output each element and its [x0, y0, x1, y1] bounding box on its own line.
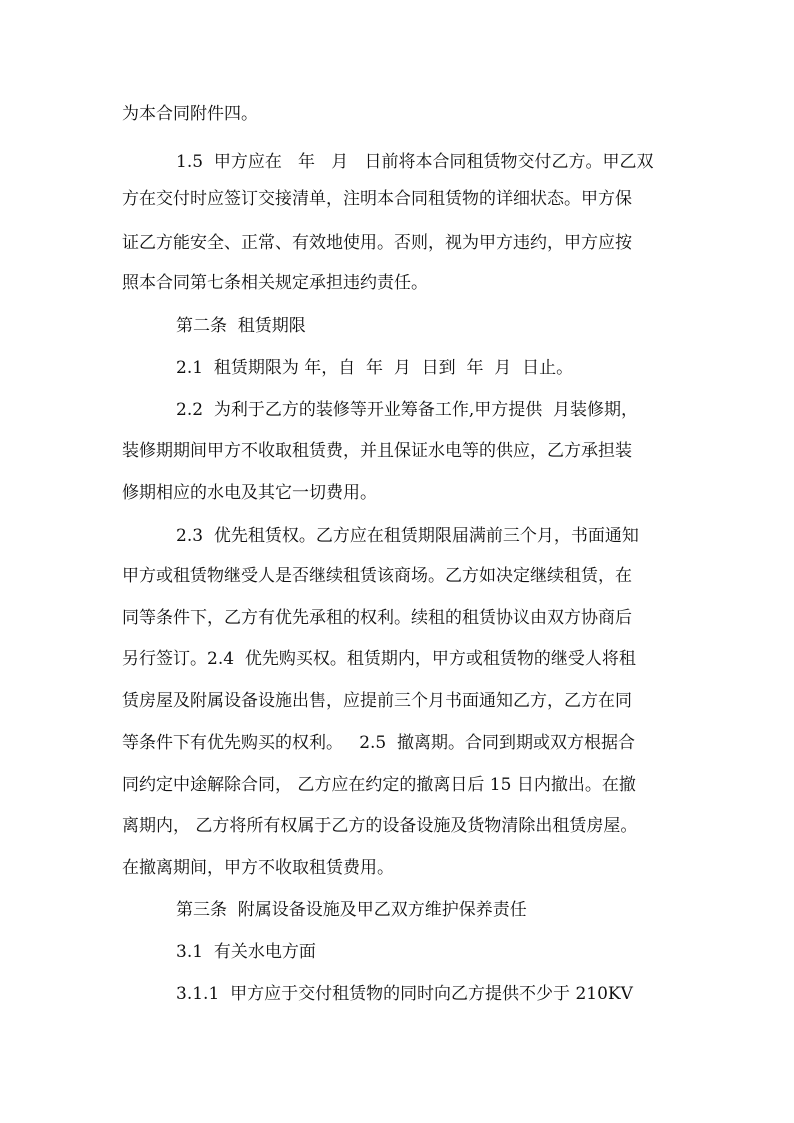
text-line: 同约定中途解除合同， 乙方应在约定的撤离日后 15 日内撤出。在撤 [122, 775, 636, 795]
text-line: 甲方或租赁物继受人是否继续租赁该商场。乙方如决定继续租赁，在 [122, 566, 632, 586]
text-line: 另行签订。2.4 优先购买权。租赁期内，甲方或租赁物的继受人将租 [122, 649, 636, 669]
text-line: 3.1.1 甲方应于交付租赁物的同时向乙方提供不少于 210KV [176, 984, 633, 1004]
text-line: 证乙方能安全、正常、有效地使用。否则，视为甲方违约，甲方应按 [122, 233, 632, 253]
text-line: 3.1 有关水电方面 [176, 942, 316, 962]
text-line: 同等条件下，乙方有优先承租的权利。续租的租赁协议由双方协商后 [122, 608, 632, 628]
text-line: 方在交付时应签订交接清单，注明本合同租赁物的详细状态。甲方保 [122, 189, 632, 209]
text-line: 赁房屋及附属设备设施出售，应提前三个月书面通知乙方，乙方在同 [122, 691, 632, 711]
text-line: 修期相应的水电及其它一切费用。 [122, 483, 377, 503]
text-line: 2.2 为利于乙方的装修等开业筹备工作,甲方提供 月装修期， [176, 400, 639, 420]
text-line: 2.1 租赁期限为 年，自 年 月 日到 年 月 日止。 [176, 358, 574, 378]
text-line: 2.3 优先租赁权。乙方应在租赁期限届满前三个月，书面通知 [176, 526, 639, 546]
text-line: 为本合同附件四。 [122, 104, 258, 124]
section-heading: 第二条 租赁期限 [176, 316, 306, 336]
section-heading: 第三条 附属设备设施及甲乙双方维护保养责任 [176, 900, 527, 920]
text-line: 离期内， 乙方将所有权属于乙方的设备设施及货物清除出租赁房屋。 [122, 816, 638, 836]
text-line: 等条件下有优先购买的权利。 2.5 撤离期。合同到期或双方根据合 [122, 733, 636, 753]
text-line: 装修期期间甲方不收取租赁费，并且保证水电等的供应，乙方承担装 [122, 441, 632, 461]
text-line: 照本合同第七条相关规定承担违约责任。 [122, 273, 428, 293]
text-line: 在撤离期间，甲方不收取租赁费用。 [122, 858, 394, 878]
text-line: 1.5 甲方应在 年 月 日前将本合同租赁物交付乙方。甲乙双 [176, 152, 654, 172]
